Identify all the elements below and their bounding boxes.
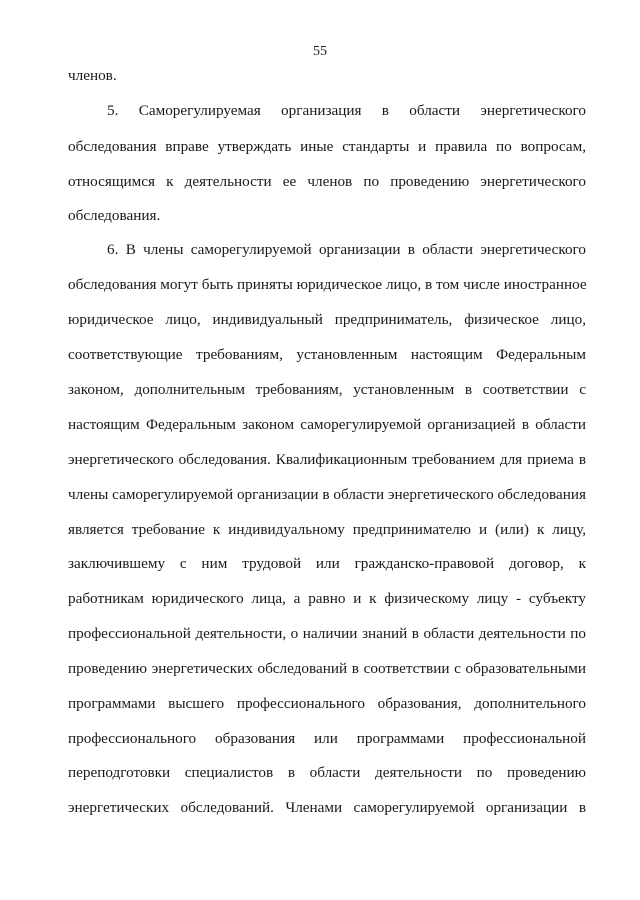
text-line: работникам юридического лица, а равно и к физическому лицу - субъекту (68, 590, 586, 607)
text-line: 5. Саморегулируемая организация в области энергетического (107, 102, 586, 119)
text-line: относящимся к деятельности ее членов по проведению энергетического (68, 173, 586, 190)
text-line: проведению энергетических обследований в соответствии с образовательными (68, 660, 586, 677)
text-line: переподготовки специалистов в области деятельности по проведению (68, 764, 586, 781)
text-line: программами высшего профессионального образования, дополнительного (68, 695, 586, 712)
text-line: энергетического обследования. Квалификационным требованием для приема в (68, 451, 586, 468)
text-line: заключившему с ним трудовой или гражданско-правовой договор, к (68, 555, 586, 572)
text-line: настоящим Федеральным законом саморегулируемой организацией в области (68, 416, 586, 433)
text-line: профессионального образования или программами профессиональной (68, 730, 586, 747)
text-line: обследования могут быть приняты юридическое лицо, в том числе иностранное (68, 276, 587, 293)
text-line: законом, дополнительным требованиям, установленным в соответствии с (68, 381, 586, 398)
text-line: члены саморегулируемой организации в области энергетического обследования (68, 486, 586, 503)
text-line: юридическое лицо, индивидуальный предприниматель, физическое лицо, (68, 311, 586, 328)
text-line: энергетических обследований. Членами саморегулируемой организации в (68, 799, 586, 816)
text-line: профессиональной деятельности, о наличии знаний в области деятельности по (68, 625, 586, 642)
page-number: 55 (313, 44, 327, 59)
text-line: обследования вправе утверждать иные стандарты и правила по вопросам, (68, 138, 586, 155)
text-line: соответствующие требованиям, установленным настоящим Федеральным (68, 346, 586, 363)
text-line: 6. В члены саморегулируемой организации в области энергетического (107, 241, 586, 258)
text-line: обследования. (68, 207, 161, 224)
text-line: членов. (68, 67, 117, 84)
text-line: является требование к индивидуальному предпринимателю и (или) к лицу, (68, 521, 586, 538)
